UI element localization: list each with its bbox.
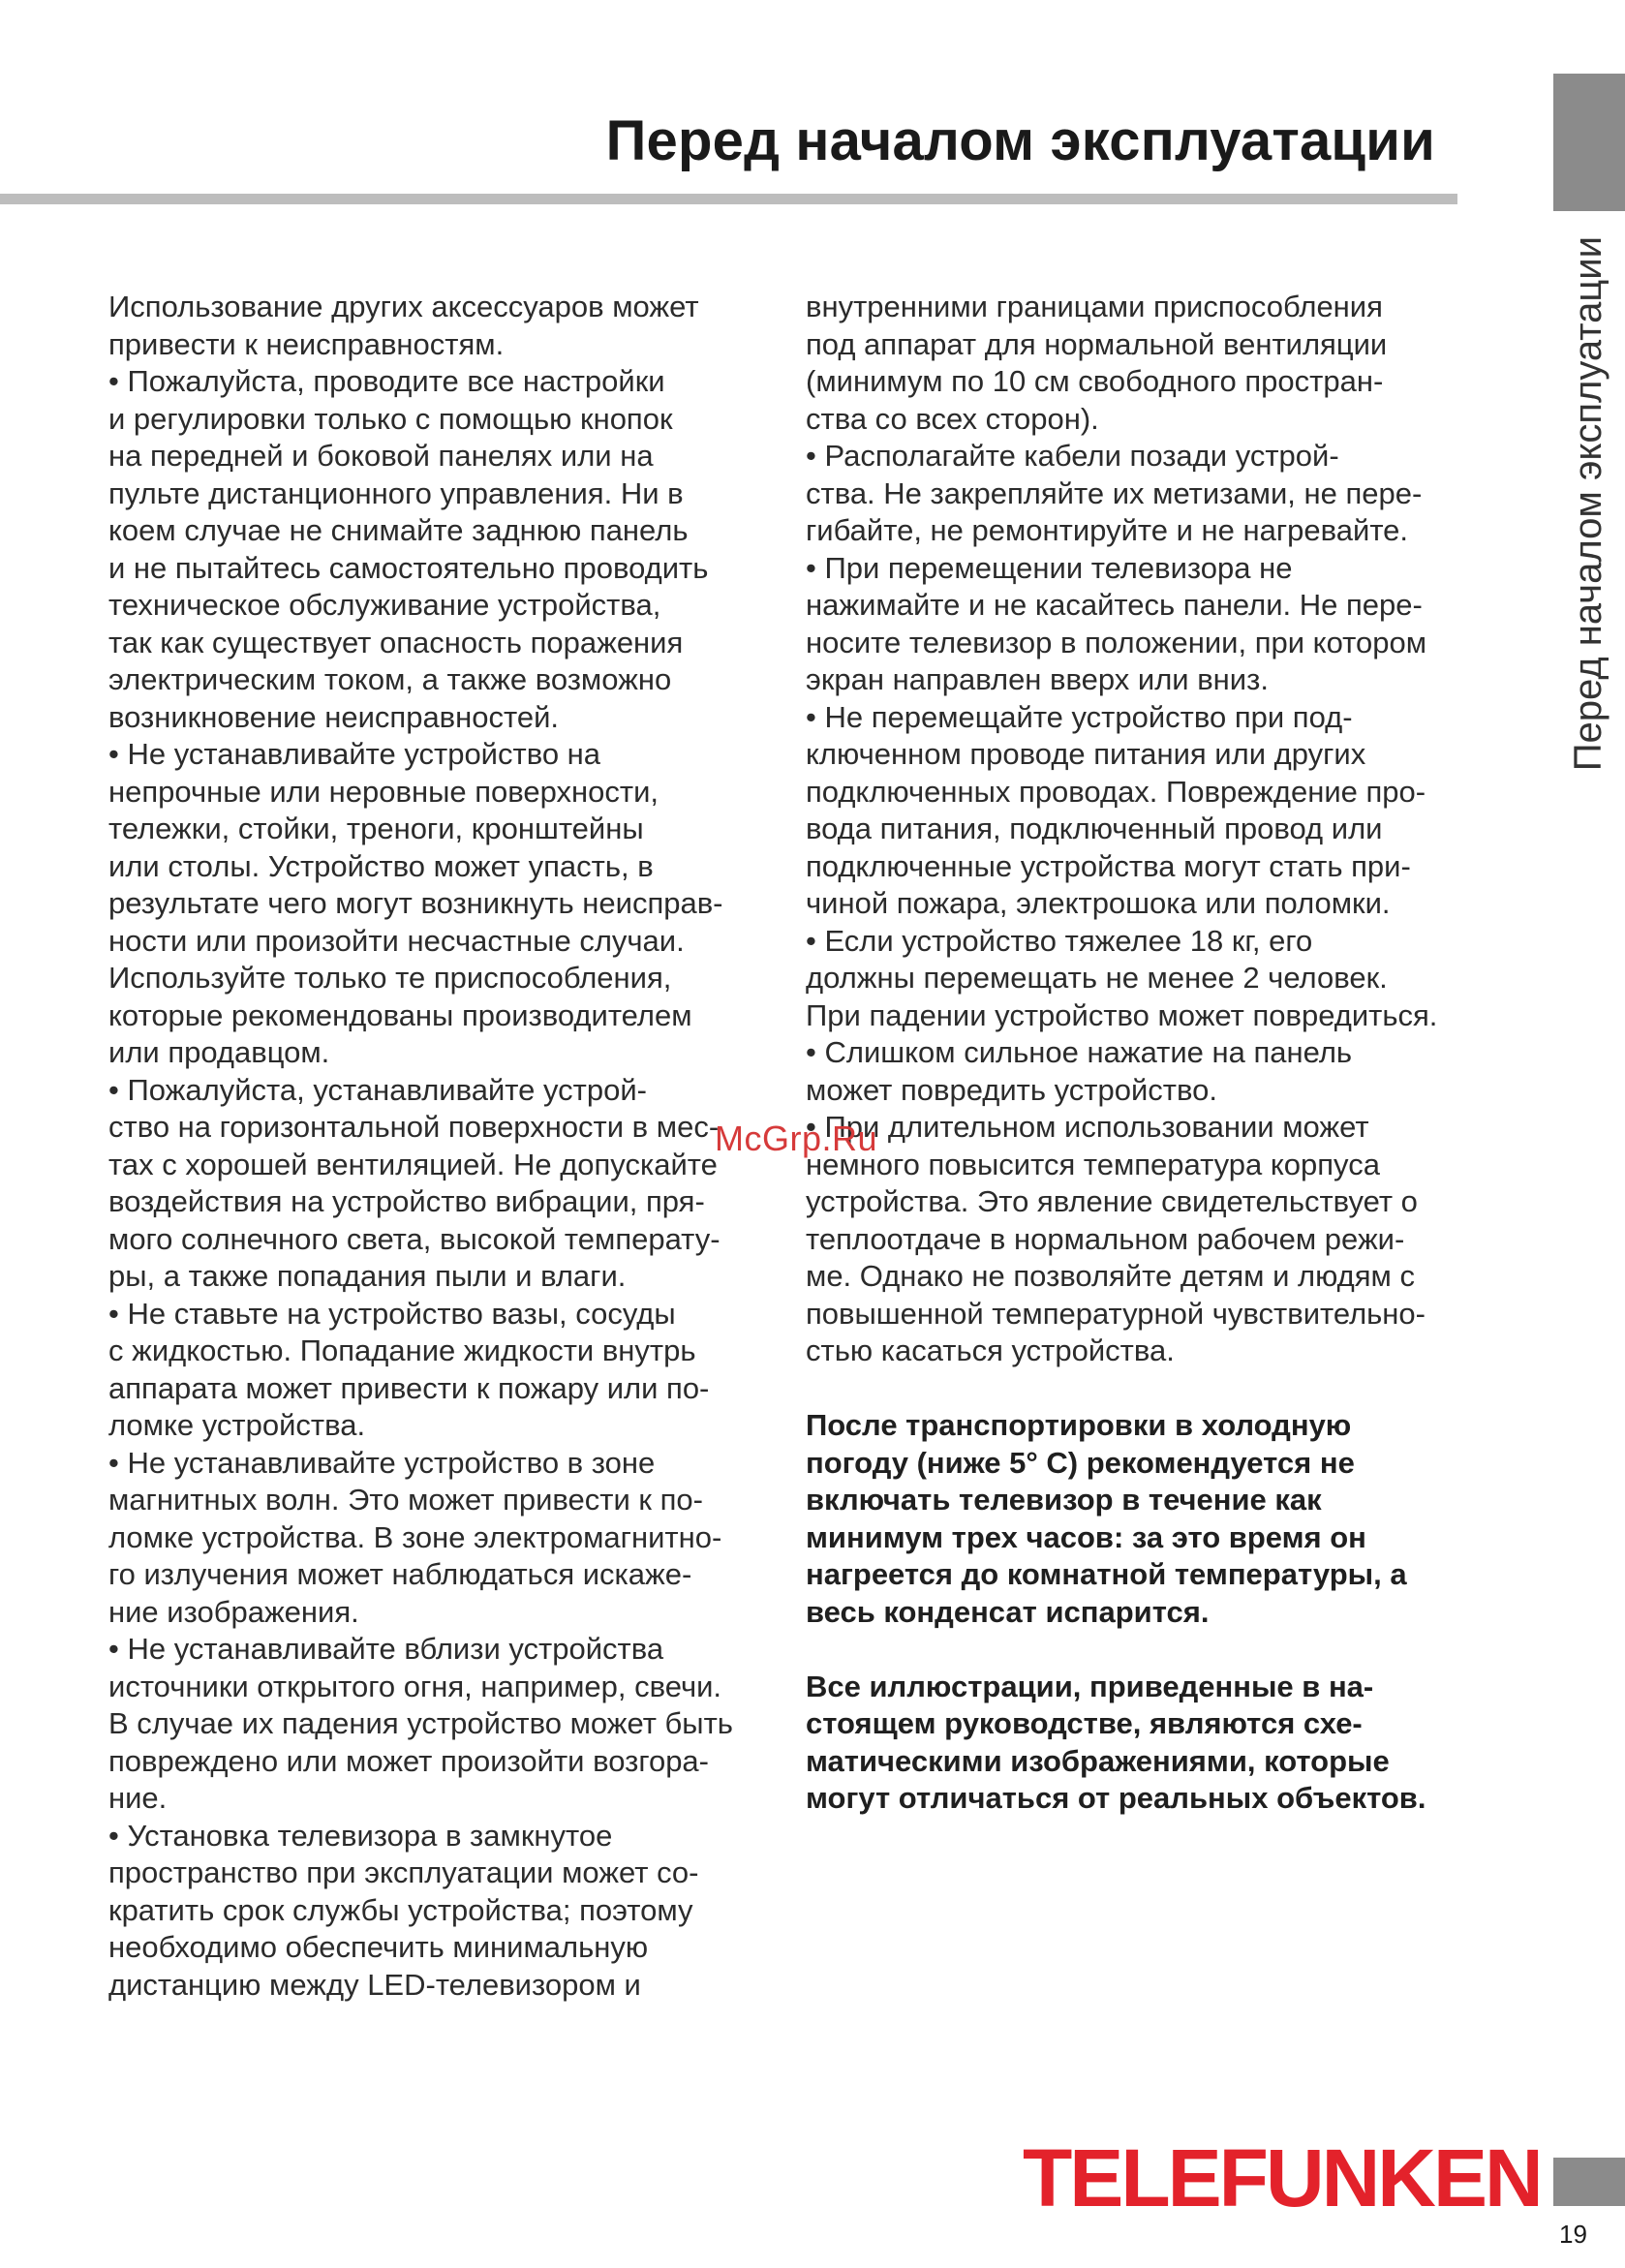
- right-column-line: внутренними границами приспособления: [806, 290, 1383, 323]
- left-column-line: источники открытого огня, например, свечи.: [108, 1669, 722, 1703]
- side-section-title-text: Перед началом эксплуатации: [1566, 236, 1610, 772]
- right-column-line: носите телевизор в положении, при котором: [806, 625, 1427, 659]
- left-column-line: мого солнечного света, высокой температу-: [108, 1221, 721, 1256]
- title-divider: [0, 194, 1457, 204]
- right-column-line: ства со всех сторон).: [806, 401, 1099, 436]
- right-column-line: может повредить устройство.: [806, 1072, 1217, 1107]
- right-column-line: подключенные устройства могут стать при-: [806, 848, 1411, 883]
- left-column-line: магнитных волн. Это может привести к по-: [108, 1483, 703, 1517]
- left-column-line: ние изображения.: [108, 1594, 359, 1629]
- left-column-line: ры, а также попадания пыли и влаги.: [108, 1259, 627, 1293]
- illustration-note-line: стоящем руководстве, являются схе-: [806, 1706, 1363, 1740]
- left-column-line: Использование других аксессуаров может: [108, 290, 699, 323]
- left-column-line: • Не устанавливайте вблизи устройства: [108, 1632, 664, 1666]
- watermark: McGrp.Ru: [715, 1119, 878, 1158]
- left-column-line: пространство при эксплуатации может со-: [108, 1855, 699, 1889]
- right-column-line: теплоотдаче в нормальном рабочем режи-: [806, 1221, 1405, 1256]
- left-column-line: ломке устройства.: [108, 1408, 366, 1442]
- left-column-line: воздействия на устройство вибрации, пря-: [108, 1184, 705, 1218]
- right-column-line: • Не перемещайте устройство при под-: [806, 699, 1353, 734]
- right-column-line: • При длительном использовании может: [806, 1110, 1369, 1144]
- left-column-line: необходимо обеспечить минимальную: [108, 1930, 649, 1964]
- transport-warning: [806, 1407, 1464, 1631]
- right-column-line: стью касаться устройства.: [806, 1333, 1175, 1367]
- right-column-line: ключенном проводе питания или других: [806, 737, 1366, 771]
- left-column-line: и регулировки только с помощью кнопок: [108, 401, 673, 436]
- illustration-note-line: Все иллюстрации, приведенные в на-: [806, 1669, 1374, 1703]
- left-text-column: [108, 289, 733, 2004]
- brand-logo: TELEFUNKEN: [1023, 2132, 1541, 2223]
- right-column-line: ства. Не закрепляйте их метизами, не пере-: [806, 475, 1423, 510]
- left-column-line: • Установка телевизора в замкнутое: [108, 1818, 613, 1853]
- right-column-line: вода питания, подключенный провод или: [806, 812, 1383, 845]
- right-column-line: нажимайте и не касайтесь панели. Не пере-: [806, 588, 1423, 622]
- left-column-line: на передней и боковой панелях или на: [108, 439, 654, 473]
- right-column-line: чиной пожара, электрошока или поломки.: [806, 886, 1391, 920]
- right-text-column: [806, 289, 1464, 1818]
- left-column-line: • Не устанавливайте устройство на: [108, 737, 601, 771]
- left-column-line: или продавцом.: [108, 1035, 330, 1069]
- left-column-line: аппарата может привести к пожару или по-: [108, 1370, 710, 1405]
- page-number: 19: [1559, 2220, 1587, 2249]
- left-column-line: • Не устанавливайте устройство в зоне: [108, 1445, 656, 1480]
- right-column-line: под аппарат для нормальной вентиляции: [806, 326, 1388, 361]
- left-column-line: ние.: [108, 1781, 168, 1815]
- right-column-line: подключенных проводах. Повреждение про-: [806, 774, 1426, 809]
- left-column-line: кратить срок службы устройства; поэтому: [108, 1892, 693, 1927]
- left-column-line: пульте дистанционного управления. Ни в: [108, 475, 684, 510]
- right-column-line: • Слишком сильное нажатие на панель: [806, 1035, 1353, 1069]
- illustration-note-line: могут отличаться от реальных объектов.: [806, 1781, 1426, 1815]
- left-column-line: ности или произойти несчастные случаи.: [108, 923, 685, 958]
- left-column-line: дистанцию между LED-телевизором и: [108, 1967, 641, 2002]
- right-column-line: должны перемещать не менее 2 человек.: [806, 961, 1388, 995]
- left-column-line: электрическим током, а также возможно: [108, 662, 672, 696]
- transport-note-line: весь конденсат испарится.: [806, 1594, 1210, 1629]
- left-column-line: • Пожалуйста, проводите все настройки: [108, 364, 665, 398]
- right-column-line: (минимум по 10 см свободного простран-: [806, 364, 1384, 398]
- left-column-line: го излучения может наблюдаться искаже-: [108, 1557, 692, 1591]
- right-column-line: немного повысится температура корпуса: [806, 1147, 1380, 1181]
- left-column-line: коем случае не снимайте заднюю панель: [108, 513, 689, 547]
- left-column-line: или столы. Устройство может упасть, в: [108, 848, 654, 883]
- left-column-line: и не пытайтесь самостоятельно проводить: [108, 550, 709, 585]
- right-column-line: гибайте, не ремонтируйте и не нагревайте.: [806, 513, 1409, 547]
- right-column-line: ме. Однако не позволяйте детям и людям с: [806, 1259, 1415, 1293]
- illustration-note-line: матическими изображениями, которые: [806, 1743, 1390, 1778]
- page-title: Перед началом эксплуатации: [605, 109, 1435, 172]
- page-number-tab: [1553, 2158, 1625, 2206]
- left-column-line: Используйте только те приспособления,: [108, 961, 672, 995]
- left-column-line: тележки, стойки, треноги, кронштейны: [108, 812, 644, 845]
- left-column-line: • Не ставьте на устройство вазы, сосуды: [108, 1296, 676, 1331]
- left-column-line: возникновение неисправностей.: [108, 699, 560, 734]
- right-column-line: • Если устройство тяжелее 18 кг, его: [806, 923, 1313, 958]
- left-column-line: результате чего могут возникнуть неисправ-: [108, 886, 723, 920]
- left-column-line: с жидкостью. Попадание жидкости внутрь: [108, 1333, 696, 1367]
- left-column-line: • Пожалуйста, устанавливайте устрой-: [108, 1072, 647, 1107]
- right-column-line: экран направлен вверх или вниз.: [806, 662, 1269, 696]
- transport-note-line: После транспортировки в холодную: [806, 1408, 1352, 1442]
- transport-note-line: погоду (ниже 5° С) рекомендуется не: [806, 1445, 1355, 1480]
- left-column-line: тах с хорошей вентиляцией. Не допускайте: [108, 1147, 718, 1181]
- transport-note-line: минимум трех часов: за это время он: [806, 1519, 1366, 1554]
- left-column-line: В случае их падения устройство может быть: [108, 1706, 733, 1740]
- right-column-line: • Располагайте кабели позади устрой-: [806, 439, 1339, 473]
- left-column-line: ство на горизонтальной поверхности в мес-: [108, 1110, 720, 1144]
- transport-note-line: включать телевизор в течение как: [806, 1483, 1322, 1517]
- right-column-line: устройства. Это явление свидетельствует о: [806, 1184, 1418, 1218]
- right-column-line: повышенной температурной чувствительно-: [806, 1296, 1426, 1331]
- left-column-line: повреждено или может произойти возгора-: [108, 1743, 709, 1778]
- illustration-disclaimer: [806, 1669, 1464, 1818]
- left-column-line: так как существует опасность поражения: [108, 625, 684, 659]
- transport-note-line: нагреется до комнатной температуры, а: [806, 1557, 1407, 1591]
- left-column-line: которые рекомендованы производителем: [108, 997, 692, 1032]
- right-body-text: [806, 289, 1464, 1370]
- left-column-line: непрочные или неровные поверхности,: [108, 774, 659, 809]
- left-column-line: техническое обслуживание устройства,: [108, 588, 661, 622]
- left-column-line: привести к неисправностям.: [108, 326, 505, 361]
- left-column-line: ломке устройства. В зоне электромагнитно-: [108, 1519, 722, 1554]
- right-column-line: При падении устройство может повредиться.: [806, 997, 1438, 1032]
- right-column-line: • При перемещении телевизора не: [806, 550, 1293, 585]
- section-tab-marker: [1553, 74, 1625, 211]
